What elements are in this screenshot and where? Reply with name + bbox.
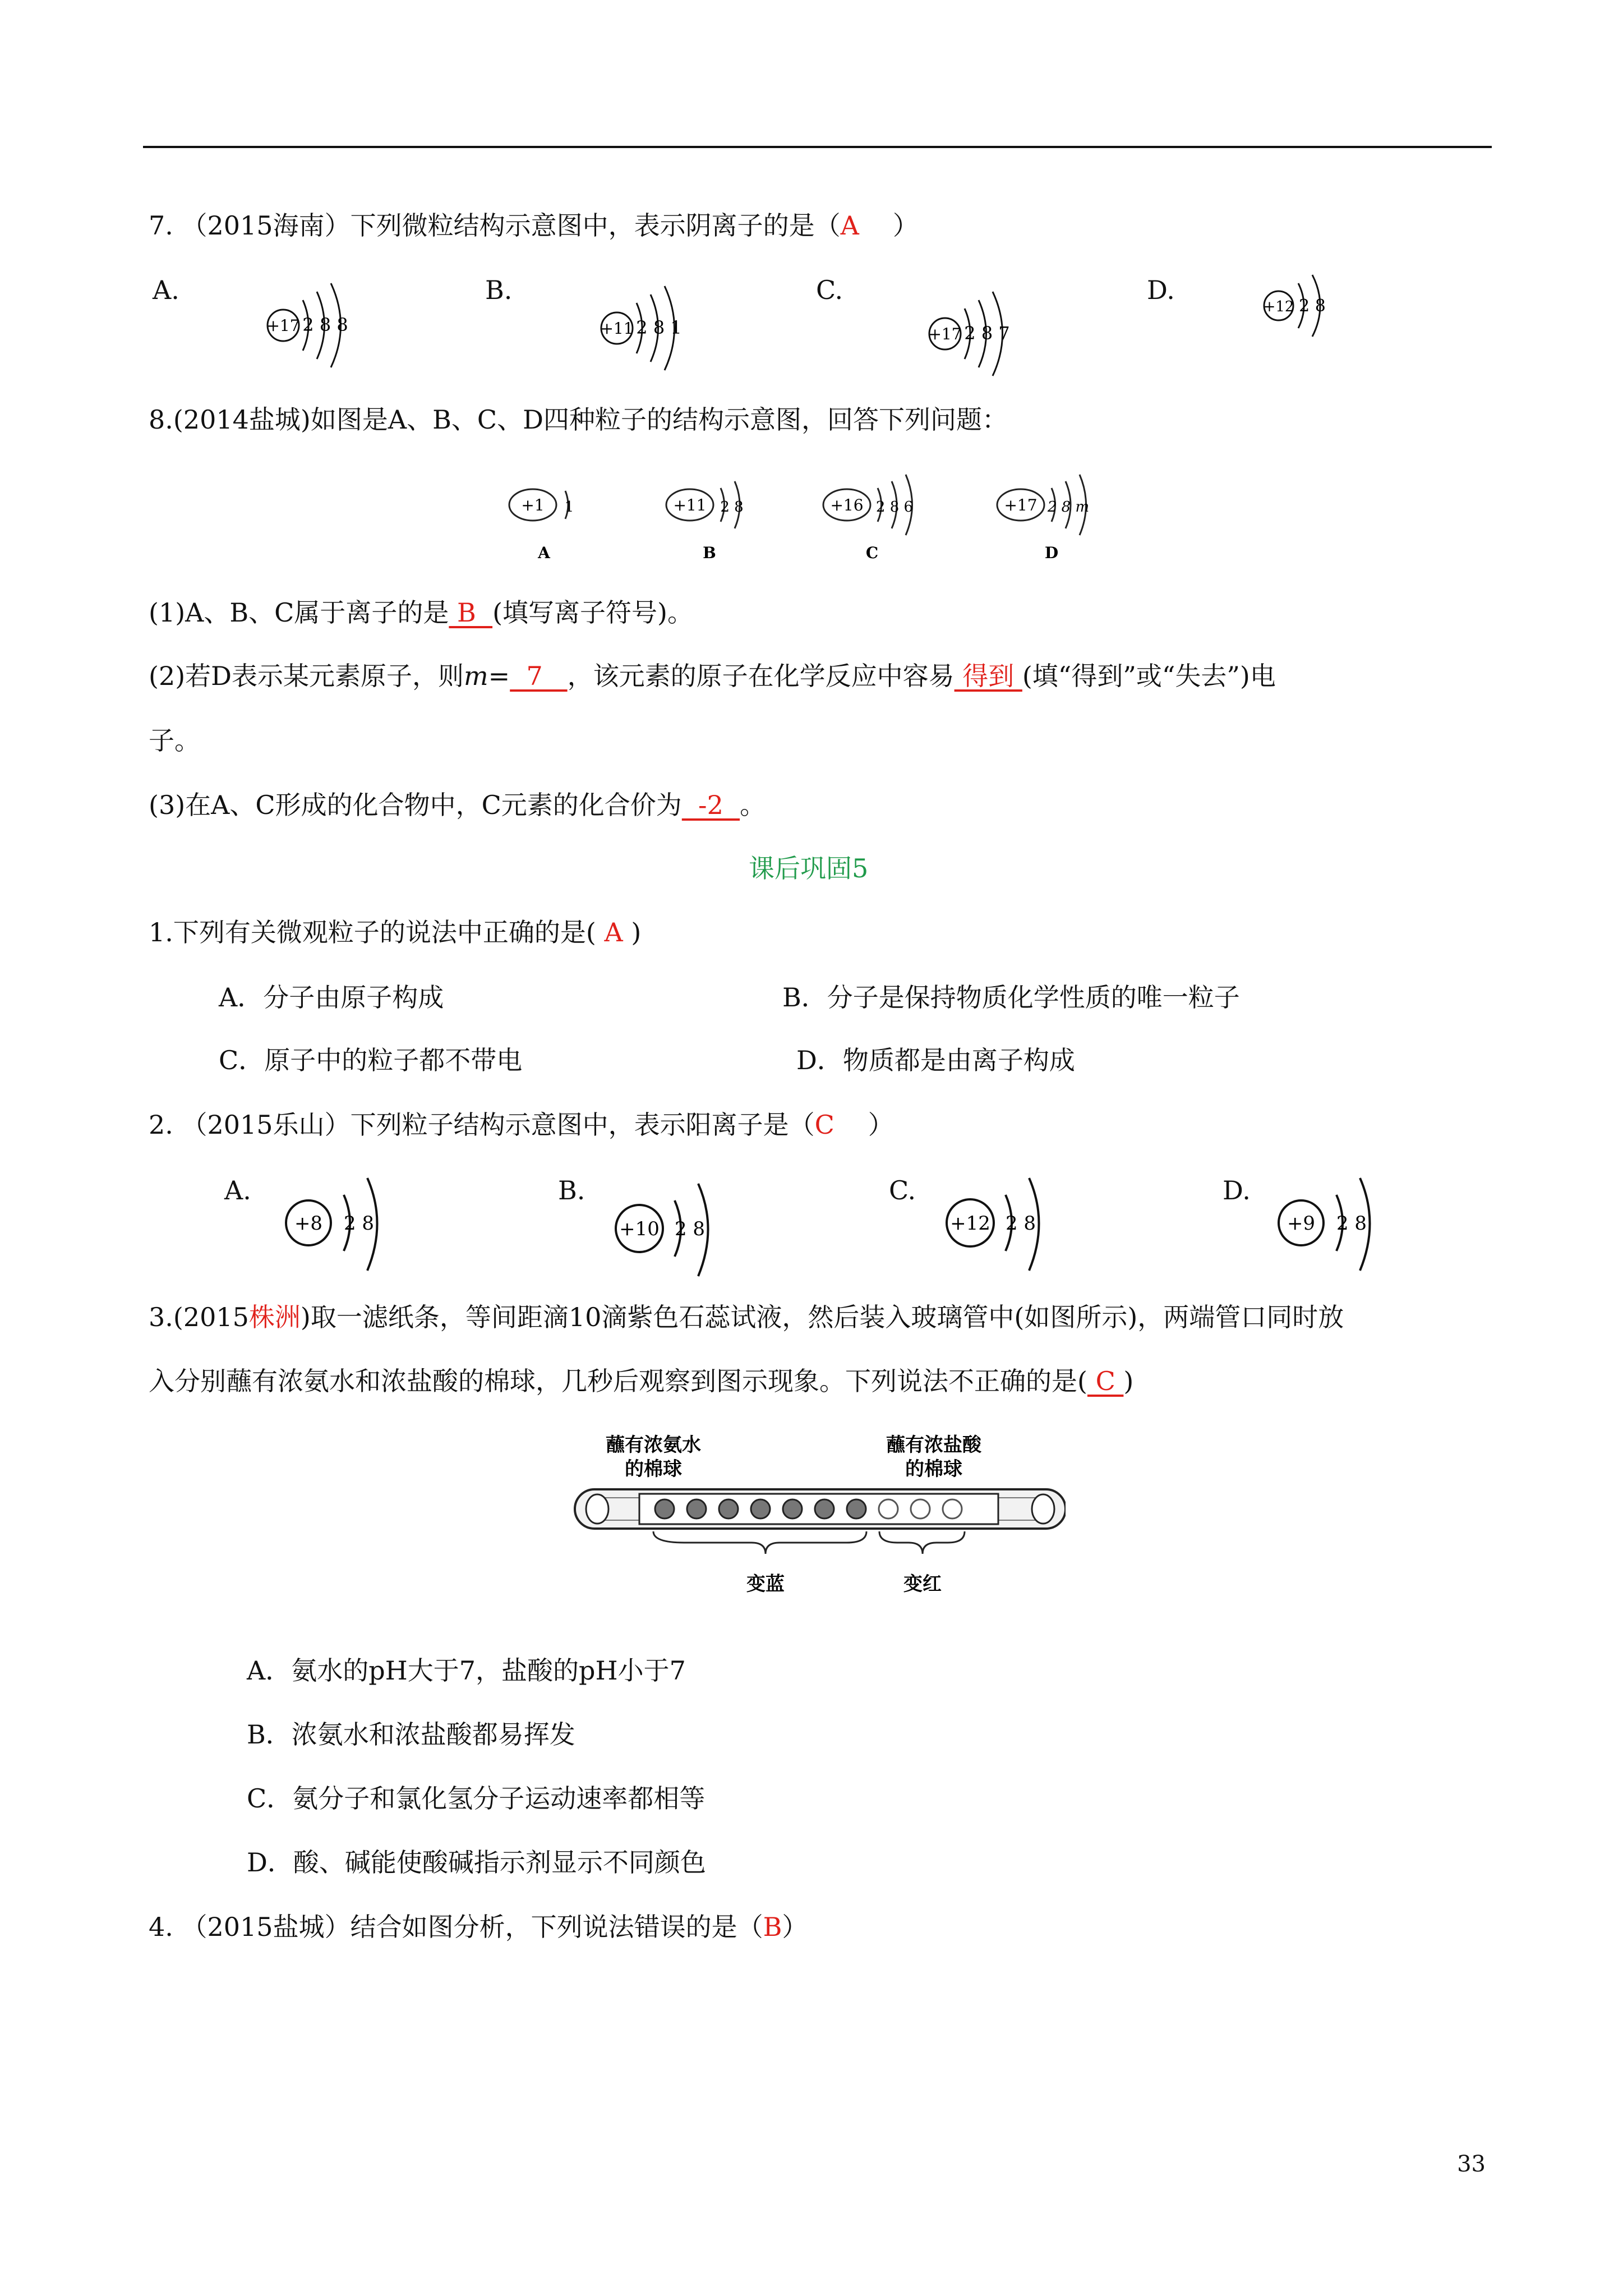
h2-option-b-label: B. — [558, 1175, 585, 1205]
h4-stem: 4. （2015盐城）结合如图分析，下列说法错误的是（B） — [149, 1912, 808, 1942]
h3-option-d: D．酸、碱能使酸碱指示剂显示不同颜色 — [247, 1847, 706, 1878]
svg-text:B: B — [703, 544, 716, 562]
svg-text:+1: +1 — [521, 496, 545, 514]
q8-sub2: (2)若D表示某元素原子，则m= 7 ，该元素的原子在化学反应中容易 得到 (填“得到”或“失去”)电 — [149, 661, 1276, 691]
h1-option-c: C．原子中的粒子都不带电 — [219, 1045, 523, 1075]
h1-option-a: A．分子由原子构成 — [219, 982, 444, 1013]
svg-text:+10: +10 — [619, 1218, 660, 1240]
svg-text:蘸有浓氨水: 蘸有浓氨水 — [606, 1434, 701, 1456]
q8-sub1: (1)A、B、C属于离子的是 B (填写离子符号)。 — [149, 597, 693, 628]
q7-stem: 7. （2015海南）下列微粒结构示意图中，表示阴离子的是（A ） — [149, 210, 919, 241]
svg-text:2 8 8: 2 8 8 — [302, 314, 348, 335]
header-rule — [143, 146, 1492, 148]
h2-option-c-diagram — [939, 1167, 1063, 1287]
h3-stem-line1: 3.(2015株洲)取一滤纸条，等间距滴10滴紫色石蕊试液，然后装入玻璃管中(如图所示)，两端管口同时放 — [149, 1302, 1344, 1332]
svg-text:2 8 6: 2 8 6 — [875, 499, 914, 516]
q8-sub3: (3)在A、C形成的化合物中，C元素的化合价为 -2 。 — [149, 790, 766, 820]
svg-text:+12: +12 — [1263, 298, 1294, 315]
svg-text:2 8 m: 2 8 m — [1047, 499, 1090, 516]
q7-option-b-diagram — [592, 264, 704, 378]
h1-option-d: D．物质都是由离子构成 — [796, 1045, 1075, 1075]
svg-text:变红: 变红 — [903, 1573, 942, 1595]
q8-particle-d — [997, 475, 1089, 562]
page-number: 33 — [1457, 2151, 1486, 2177]
h3-option-a: A．氨水的pH大于7，盐酸的pH小于7 — [247, 1655, 686, 1686]
svg-text:2 8: 2 8 — [1336, 1212, 1367, 1235]
section-title: 课后巩固5 — [749, 853, 869, 884]
svg-text:+17: +17 — [1004, 496, 1038, 514]
svg-text:2 8: 2 8 — [1299, 296, 1326, 316]
h3-option-b: B．浓氨水和浓盐酸都易挥发 — [247, 1719, 575, 1750]
q8-particle-c — [823, 475, 913, 562]
q7-option-c-label: C. — [816, 275, 843, 305]
svg-text:+12: +12 — [950, 1212, 990, 1235]
svg-text:+11: +11 — [673, 496, 707, 514]
svg-text:+16: +16 — [830, 496, 864, 514]
svg-text:+9: +9 — [1287, 1212, 1316, 1235]
h2-option-d-diagram — [1270, 1167, 1394, 1287]
h2-option-a-label: A. — [224, 1175, 251, 1205]
q7-option-d-diagram — [1256, 264, 1352, 350]
svg-text:的棉球: 的棉球 — [905, 1458, 962, 1480]
svg-text:D: D — [1044, 544, 1059, 562]
q8-particles-figure — [499, 460, 1144, 574]
q8-particle-b — [666, 481, 744, 562]
h1-stem: 1.下列有关微观粒子的说法中正确的是( A ) — [149, 917, 642, 947]
svg-text:+8: +8 — [294, 1212, 323, 1235]
q7-option-c-diagram — [920, 269, 1032, 384]
svg-text:+17: +17 — [928, 325, 962, 343]
svg-text:2 8: 2 8 — [674, 1218, 706, 1240]
h3-tube-figure — [572, 1428, 1066, 1609]
svg-text:2 8: 2 8 — [720, 499, 744, 516]
q7-option-b-label: B. — [485, 275, 513, 305]
q7-option-d-label: D. — [1147, 275, 1175, 305]
svg-text:A: A — [538, 544, 550, 562]
svg-text:2 8 7: 2 8 7 — [964, 323, 1010, 344]
svg-text:2 8: 2 8 — [1005, 1212, 1036, 1235]
h2-option-a-diagram — [278, 1167, 401, 1287]
q8-stem: 8.(2014盐城)如图是A、B、C、D四种粒子的结构示意图，回答下列问题： — [149, 404, 1008, 435]
h2-option-b-diagram — [608, 1170, 732, 1290]
q7-option-a-label: A. — [153, 275, 179, 305]
svg-text:2 8: 2 8 — [343, 1212, 375, 1235]
svg-text:C: C — [865, 544, 879, 562]
h2-option-d-label: D. — [1223, 1175, 1251, 1205]
h3-option-c: C．氨分子和氯化氢分子运动速率都相等 — [247, 1783, 706, 1814]
svg-text:的棉球: 的棉球 — [625, 1458, 682, 1480]
h3-stem-line2: 入分别蘸有浓氨水和浓盐酸的棉球，几秒后观察到图示现象。下列说法不正确的是( C ) — [149, 1366, 1134, 1396]
q7-option-a-diagram — [258, 264, 370, 378]
h2-option-c-label: C. — [889, 1175, 916, 1205]
q8-particle-a — [509, 489, 574, 562]
svg-text:+17: +17 — [266, 316, 300, 335]
svg-text:+11: +11 — [600, 319, 634, 338]
svg-text:2 8 1: 2 8 1 — [636, 317, 682, 338]
svg-text:1: 1 — [564, 499, 574, 516]
svg-text:变蓝: 变蓝 — [746, 1573, 785, 1595]
q8-sub2-cont: 子。 — [149, 725, 200, 756]
svg-text:蘸有浓盐酸: 蘸有浓盐酸 — [886, 1434, 981, 1456]
h2-stem: 2. （2015乐山）下列粒子结构示意图中，表示阳离子是（C ） — [149, 1110, 894, 1140]
h1-option-b: B．分子是保持物质化学性质的唯一粒子 — [782, 982, 1240, 1013]
